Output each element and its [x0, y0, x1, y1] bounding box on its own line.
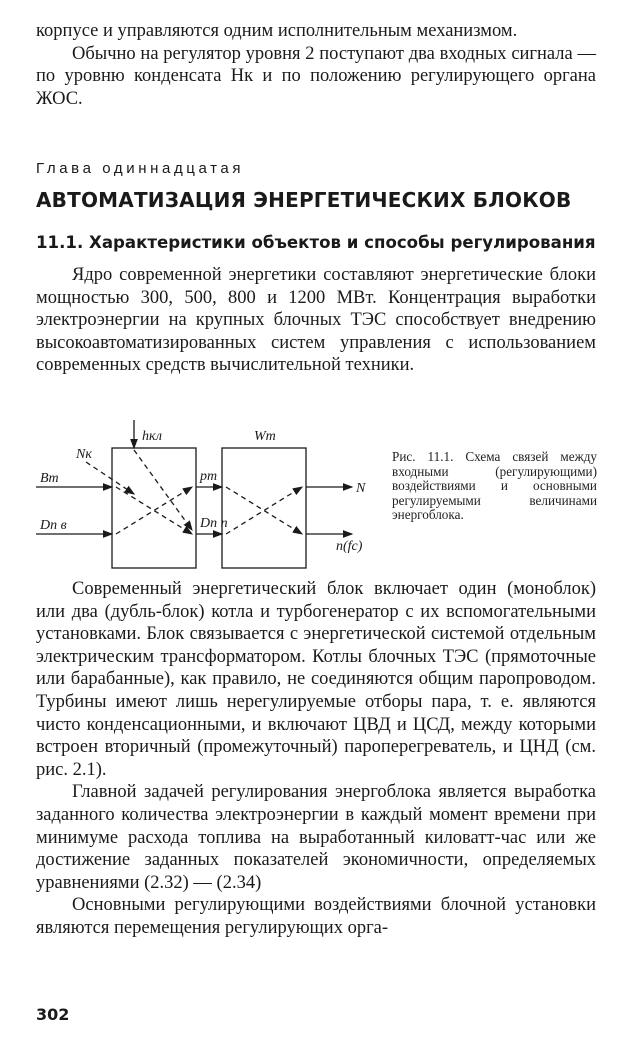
- label-nk: Nк: [76, 447, 92, 462]
- figure-caption: Рис. 11.1. Схема связей между входными (регулирующими) воздействиями и основными регулируемыми величинами энергоблока.: [392, 449, 597, 523]
- label-n-output: N: [356, 481, 366, 496]
- label-dpv: Dп в: [40, 518, 67, 533]
- figure-11-1: [36, 412, 596, 582]
- paragraph-3-text: Главной задачей регулирования энергоблока является выработка заданного количества электроэнергии в каждый момент времени при минимуме расхода топлива на выработанный киловатт-час или же достижение заданных показателей экономичности, определяемых уравнениями (2.32) — (2.34): [36, 782, 596, 893]
- label-dpp: Dп п: [200, 516, 228, 531]
- intro-text-continued: корпусе и управляются одним исполнительным механизмом.: [36, 21, 518, 41]
- section-title: 11.1. Характеристики объектов и способы регулирования: [36, 233, 596, 252]
- block-diagram: [36, 412, 386, 582]
- nk-arrow: [86, 462, 134, 494]
- intro-block: [36, 20, 596, 110]
- turbine-block: [222, 448, 306, 568]
- boiler-block: [112, 448, 196, 568]
- label-nfc-output: n(fc): [336, 539, 363, 554]
- page-number: 302: [36, 1005, 70, 1024]
- intro-text-regulator: Обычно на регулятор уровня 2 поступают два входных сигнала — по уровню конденсата Hк и по положению регулирующего органа ЖОС.: [36, 43, 596, 109]
- label-wt: Wт: [254, 429, 276, 444]
- label-hkl: hкл: [142, 429, 162, 444]
- chapter-label: Глава одиннадцатая: [36, 160, 245, 177]
- paragraph-1-text: Ядро современной энергетики составляют энергетические блоки мощностью 300, 500, 800 и 1200 МВт. Концентрация выработки электроэнергии на крупных блочных ТЭС способствует внедрению высокоавтоматизированных систем управления с использованием современных средств вычислительной техники.: [36, 265, 596, 376]
- paragraph-block: [36, 578, 596, 940]
- paragraph-2-text: Современный энергетический блок включает один (моноблок) или два (дубль-блок) котла и турбогенератор с их вспомогательными установками. Блок связывается с энергетической системой отдельным электрическим трансформатором. Котлы блочных ТЭС (прямоточные или барабанные), как правило, не соединяются общим паропроводом. Турбины имеют лишь нерегулируемые отборы пара, т. е. являются чисто конденсационными, и включают ЦВД и ЦСД, между которыми встроен вторичный (промежуточный) пароперегреватель, и ЦНД (см. рис. 2.1).: [36, 579, 596, 780]
- paragraph-4-text: Основными регулирующими воздействиями блочной установки являются перемещения регулирующих орга-: [36, 895, 596, 938]
- chapter-title: АВТОМАТИЗАЦИЯ ЭНЕРГЕТИЧЕСКИХ БЛОКОВ: [36, 188, 572, 212]
- paragraph-1: [36, 264, 596, 377]
- label-bt: Bт: [40, 471, 59, 486]
- label-pt: pт: [200, 469, 218, 484]
